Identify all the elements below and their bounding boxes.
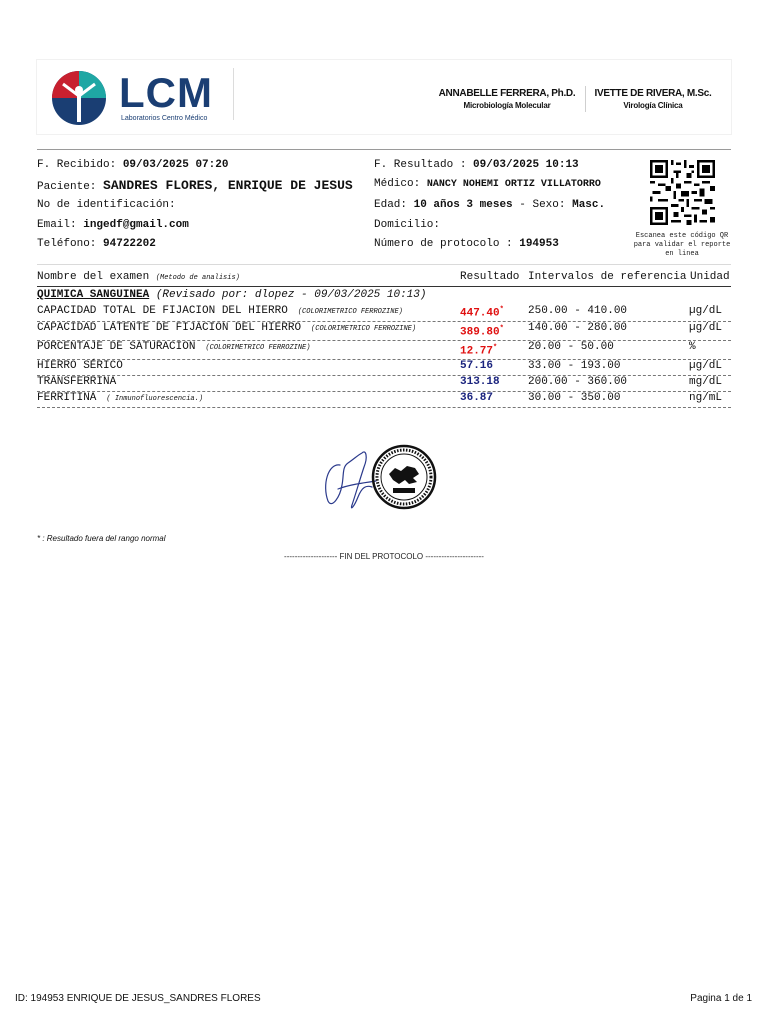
doctor-2-name: IVETTE DE RIVERA, M.Sc. bbox=[594, 88, 712, 99]
exam-name bbox=[37, 322, 416, 334]
exam-name bbox=[37, 305, 403, 317]
table-row bbox=[37, 321, 731, 341]
info-rule bbox=[37, 264, 731, 265]
signature-icon bbox=[318, 445, 378, 515]
lcm-logo-icon bbox=[51, 70, 107, 126]
table-row bbox=[37, 340, 731, 360]
exam-unit: ng/mL bbox=[689, 392, 723, 404]
patient-name: SANDRES FLORES, ENRIQUE DE JESUS bbox=[103, 178, 353, 193]
exam-unit: µg/dL bbox=[689, 322, 723, 334]
exam-name-text: CAPACIDAD LATENTE DE FIJACION DEL HIERRO bbox=[37, 322, 302, 334]
exam-unit: % bbox=[689, 341, 696, 353]
email-label: Email: bbox=[37, 219, 77, 231]
seal-icon bbox=[371, 444, 437, 510]
col-header-unit: Unidad bbox=[690, 271, 730, 283]
qr-code-icon[interactable] bbox=[650, 160, 715, 225]
exam-ref: 140.00 - 280.00 bbox=[528, 322, 628, 334]
col-method-label: (Metodo de analisis) bbox=[155, 274, 240, 282]
doctor-1-specialty: Microbiología Molecular bbox=[463, 101, 551, 110]
exam-method: (COLORIMETRICO FERROZINE) bbox=[297, 308, 403, 316]
id-label: No de identificación: bbox=[37, 199, 176, 211]
result-value: 09/03/2025 10:13 bbox=[473, 159, 579, 171]
abnormal-footnote: * : Resultado fuera del rango normal bbox=[37, 534, 166, 543]
footer-page: Pagina 1 de 1 bbox=[690, 993, 752, 1004]
age-sex bbox=[374, 199, 605, 211]
result-label: F. Resultado : bbox=[374, 159, 467, 171]
exam-result-value: 447.40 bbox=[460, 307, 500, 320]
result-date bbox=[374, 159, 579, 171]
received-value: 09/03/2025 07:20 bbox=[122, 159, 229, 171]
report-header bbox=[37, 60, 731, 134]
id-number bbox=[37, 199, 176, 211]
exam-ref: 200.00 - 360.00 bbox=[528, 376, 628, 388]
header-divider bbox=[233, 68, 234, 120]
qr-caption: Escanea este código QR para validar el reporte en linea bbox=[633, 232, 731, 258]
table-row bbox=[37, 359, 731, 376]
patient bbox=[37, 178, 353, 193]
doctor-2 bbox=[587, 88, 719, 110]
exam-method: ( Inmunofluorescencia.) bbox=[106, 395, 204, 403]
exam-name-text: HIERRO SÉRICO bbox=[37, 360, 123, 372]
header-rule bbox=[37, 149, 731, 150]
end-of-protocol: -------------------- FIN DEL PROTOCOLO ---------------------- bbox=[284, 552, 484, 561]
exam-ref: 33.00 - 193.00 bbox=[528, 360, 621, 372]
col-header-result: Resultado bbox=[460, 271, 520, 283]
table-row bbox=[37, 375, 731, 392]
exam-name-text: PORCENTAJE DE SATURACION bbox=[37, 341, 196, 353]
exam-name bbox=[37, 341, 310, 353]
doctor-divider bbox=[585, 86, 586, 112]
exam-unit: µg/dL bbox=[689, 305, 723, 317]
exam-name bbox=[37, 376, 116, 388]
exam-method: (COLORIMETRICO FERROZINE) bbox=[205, 344, 311, 352]
exam-result bbox=[460, 344, 497, 358]
email-value: ingedf@gmail.com bbox=[83, 219, 189, 231]
table-row bbox=[37, 303, 731, 322]
exam-result-value: 12.77 bbox=[460, 345, 494, 358]
patient-label: Paciente: bbox=[37, 181, 97, 193]
exam-result: 313.18 bbox=[460, 376, 500, 388]
exam-name bbox=[37, 392, 203, 404]
doctor-2-specialty: Virología Clínica bbox=[623, 101, 683, 110]
phone-label: Teléfono: bbox=[37, 238, 97, 250]
exam-result bbox=[460, 306, 504, 320]
doctor-label: Médico: bbox=[374, 178, 421, 190]
exam-result bbox=[460, 325, 504, 339]
exam-result: 57.16 bbox=[460, 360, 494, 372]
age-value: 10 años 3 meses bbox=[413, 199, 513, 211]
received-label: F. Recibido: bbox=[37, 159, 117, 171]
received-date bbox=[37, 159, 228, 171]
col-header-ref: Intervalos de referencia bbox=[528, 271, 687, 283]
address-label: Domicilio: bbox=[374, 219, 441, 231]
abnormal-flag: * bbox=[499, 325, 504, 333]
footer-id: ID: 194953 ENRIQUE DE JESUS_SANDRES FLORES bbox=[15, 993, 261, 1004]
email bbox=[37, 219, 189, 231]
section-title: QUIMICA SANGUINEA bbox=[37, 289, 150, 301]
sex-value: Masc. bbox=[572, 199, 606, 211]
protocol-value: 194953 bbox=[519, 238, 559, 250]
table-row bbox=[37, 391, 731, 408]
section-heading bbox=[37, 289, 426, 301]
phone-value: 94722202 bbox=[103, 238, 156, 250]
address bbox=[374, 219, 440, 231]
col-name-label: Nombre del examen bbox=[37, 271, 150, 283]
exam-unit: µg/dL bbox=[689, 360, 723, 372]
sex-label: - Sexo: bbox=[519, 199, 566, 211]
table-header-rule bbox=[37, 286, 731, 287]
protocol-label: Número de protocolo : bbox=[374, 238, 513, 250]
section-note: (Revisado por: dlopez - 09/03/2025 10:13) bbox=[155, 289, 427, 301]
brand-subtitle: Laboratorios Centro Médico bbox=[121, 115, 208, 122]
exam-name-text: CAPACIDAD TOTAL DE FIJACION DEL HIERRO bbox=[37, 305, 288, 317]
protocol bbox=[374, 238, 559, 250]
age-label: Edad: bbox=[374, 199, 408, 211]
exam-name-text: TRANSFERRINA bbox=[37, 376, 117, 388]
exam-name-text: FERRITINA bbox=[37, 392, 97, 404]
exam-unit: mg/dL bbox=[689, 376, 723, 388]
phone bbox=[37, 238, 156, 250]
abnormal-flag: * bbox=[499, 306, 504, 314]
abnormal-flag: * bbox=[493, 344, 498, 352]
exam-ref: 250.00 - 410.00 bbox=[528, 305, 628, 317]
exam-ref: 30.00 - 350.00 bbox=[528, 392, 621, 404]
brand-name: LCM bbox=[119, 69, 213, 116]
exam-method: (COLORIMETRICO FERROZINE) bbox=[311, 325, 417, 333]
col-header-name bbox=[37, 271, 240, 283]
exam-name bbox=[37, 360, 123, 372]
doctor-value: NANCY NOHEMI ORTIZ VILLATORRO bbox=[426, 179, 601, 190]
exam-result: 36.87 bbox=[460, 392, 494, 404]
doctor bbox=[374, 178, 601, 190]
doctor-1-name: ANNABELLE FERRERA, Ph.D. bbox=[438, 88, 576, 99]
exam-result-value: 389.80 bbox=[460, 326, 500, 339]
doctor-1 bbox=[437, 88, 577, 110]
exam-ref: 20.00 - 50.00 bbox=[528, 341, 614, 353]
